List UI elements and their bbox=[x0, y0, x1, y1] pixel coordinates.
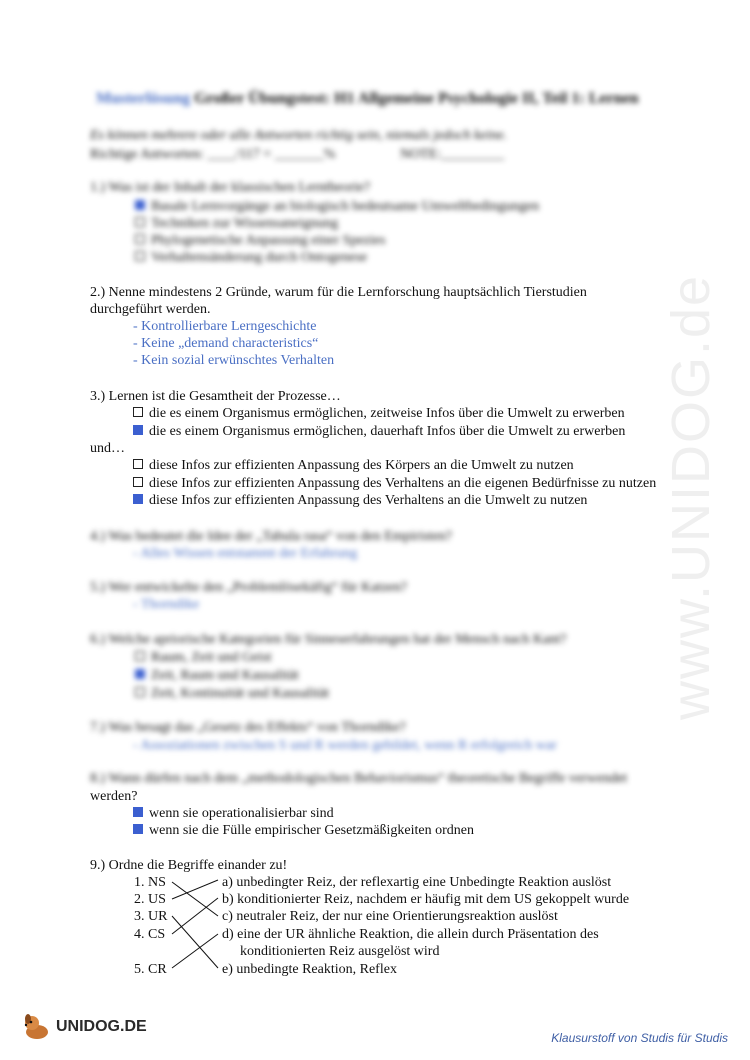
checkbox-empty-icon bbox=[135, 251, 145, 261]
q8-question-line-1: 8.) Wann dürfen nach dem „methodologischen Behaviorismus“ theoretische Begriffe verwendet bbox=[90, 771, 628, 786]
q7-answer: - Assoziationen zwischen S und R werden gebildet, wenn R erfolgreich war bbox=[133, 738, 557, 753]
matching-lines bbox=[170, 872, 222, 972]
q9-definition: a) unbedingter Reiz, der reflexartig eine Unbedingte Reaktion auslöst bbox=[222, 875, 612, 890]
q4-question: 4.) Was bedeutet die Idee der „Tabula rasa“ von den Empiristen? bbox=[90, 529, 452, 544]
document-title bbox=[96, 90, 639, 108]
q3-question: 3.) Lernen ist die Gesamtheit der Prozesse… bbox=[90, 389, 341, 404]
footer-tagline: Klausurstoff von Studis für Studis bbox=[551, 1031, 728, 1045]
q2-answer: - Kontrollierbare Lerngeschichte bbox=[133, 319, 317, 334]
q1-question: 1.) Was ist der Inhalt der klassischen Lerntheorie? bbox=[90, 180, 371, 195]
checkbox-checked-icon bbox=[133, 824, 143, 834]
title-main: Großer Übungstest: H1 Allgemeine Psychologie II, Teil 1: Lernen bbox=[194, 90, 639, 107]
q1-option: Phylogenetische Anpassung einer Spezies bbox=[135, 233, 385, 249]
q2-answer: - Keine „demand characteristics“ bbox=[133, 336, 319, 351]
checkbox-empty-icon bbox=[133, 459, 143, 469]
checkbox-empty-icon bbox=[133, 477, 143, 487]
grade-line: NOTE:_________ bbox=[400, 147, 505, 162]
title-prefix: Musterlösung bbox=[96, 90, 191, 107]
q1-option: Verhaltensänderung durch Ontogenese bbox=[135, 250, 367, 266]
q8-option: wenn sie operationalisierbar sind bbox=[133, 806, 334, 822]
match-line-ur-e bbox=[172, 916, 218, 968]
watermark-text: www.UNIDOG.de bbox=[661, 273, 721, 720]
checkbox-empty-icon bbox=[135, 234, 145, 244]
match-line-us-a bbox=[172, 880, 218, 899]
q9-term: 4. CS bbox=[134, 927, 166, 942]
q9-term: 5. CR bbox=[134, 962, 167, 977]
q6-option: Raum, Zeit und Geist bbox=[135, 650, 272, 666]
q3-option: diese Infos zur effizienten Anpassung des Verhaltens an die Umwelt zu nutzen bbox=[133, 493, 587, 509]
instructions-note: Es können mehrere oder alle Antworten richtig sein, niemals jedoch keine. bbox=[90, 128, 508, 143]
q6-question: 6.) Welche apriorische Kategorien für Sinneserfahrungen hat der Mensch nach Kant? bbox=[90, 632, 567, 647]
q9-term: 2. US bbox=[134, 892, 166, 907]
q2-question-line-2: durchgeführt werden. bbox=[90, 302, 211, 317]
q6-option: Zeit, Raum und Kausalität bbox=[135, 668, 299, 684]
checkbox-empty-icon bbox=[135, 687, 145, 697]
checkbox-empty-icon bbox=[135, 217, 145, 227]
q5-question: 5.) Wer entwickelte den „Problemlösekäfig“ für Katzen? bbox=[90, 580, 407, 595]
q3-option: die es einem Organismus ermöglichen, dauerhaft Infos über die Umwelt zu erwerben bbox=[133, 424, 625, 440]
q1-option: Basale Lernvorgänge an biologisch bedeutsame Umweltbedingungen bbox=[135, 199, 539, 215]
checkbox-empty-icon bbox=[135, 651, 145, 661]
checkbox-checked-icon bbox=[135, 200, 145, 210]
q1-option: Techniken zur Wissensaneignung bbox=[135, 216, 338, 232]
q9-definition: b) konditionierter Reiz, nachdem er häufig mit dem US gekoppelt wurde bbox=[222, 892, 630, 907]
checkbox-checked-icon bbox=[133, 494, 143, 504]
q9-term: 3. UR bbox=[134, 909, 168, 924]
q9-definition: d) eine der UR ähnliche Reaktion, die allein durch Präsentation des bbox=[222, 927, 599, 942]
q2-answer: - Kein sozial erwünschtes Verhalten bbox=[133, 353, 335, 368]
q6-option: Zeit, Kontinuität und Kausalität bbox=[135, 686, 329, 702]
q4-answer: - Alles Wissen entstammt der Erfahrung bbox=[133, 546, 358, 561]
logo-text: UNIDOG.DE bbox=[56, 1018, 147, 1035]
unidog-logo[interactable] bbox=[22, 1012, 147, 1042]
q3-option: diese Infos zur effizienten Anpassung des Körpers an die Umwelt zu nutzen bbox=[133, 458, 574, 474]
q8-option: wenn sie die Fülle empirischer Gesetzmäßigkeiten ordnen bbox=[133, 823, 474, 839]
q9-question: 9.) Ordne die Begriffe einander zu! bbox=[90, 858, 288, 873]
q3-option: diese Infos zur effizienten Anpassung des Verhaltens an die eigenen Bedürfnisse zu nutzen bbox=[133, 476, 656, 492]
q3-option: die es einem Organismus ermöglichen, zeitweise Infos über die Umwelt zu erwerben bbox=[133, 406, 625, 422]
q2-question-line-1: 2.) Nenne mindestens 2 Gründe, warum für die Lernforschung hauptsächlich Tierstudien bbox=[90, 285, 587, 300]
q9-definition: c) neutraler Reiz, der nur eine Orientierungsreaktion auslöst bbox=[222, 909, 558, 924]
q3-und: und… bbox=[90, 441, 125, 456]
checkbox-checked-icon bbox=[135, 669, 145, 679]
match-line-cr-d bbox=[172, 934, 218, 968]
q9-definition: e) unbedingte Reaktion, Reflex bbox=[222, 962, 397, 977]
dog-icon bbox=[22, 1012, 52, 1042]
score-line: Richtige Antworten: ____/117 = _______% bbox=[90, 147, 336, 162]
match-line-cs-b bbox=[172, 898, 218, 934]
q7-question: 7.) Was besagt das „Gesetz des Effekts“ von Thorndike? bbox=[90, 720, 406, 735]
q9-definition-continued: konditionierten Reiz ausgelöst wird bbox=[240, 944, 440, 959]
checkbox-checked-icon bbox=[133, 425, 143, 435]
checkbox-checked-icon bbox=[133, 807, 143, 817]
q8-question-line-2: werden? bbox=[90, 789, 138, 804]
q9-term: 1. NS bbox=[134, 875, 166, 890]
match-line-ns-c bbox=[172, 882, 218, 916]
q5-answer: - Thorndike bbox=[133, 597, 200, 612]
checkbox-empty-icon bbox=[133, 407, 143, 417]
